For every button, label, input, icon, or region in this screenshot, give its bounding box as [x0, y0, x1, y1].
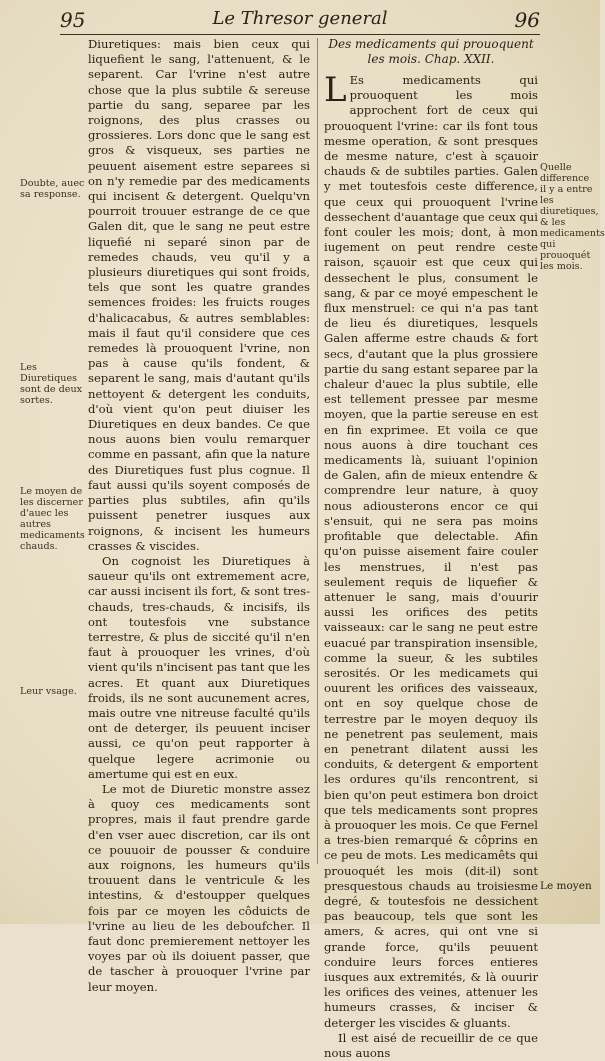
- right-paragraph: Es medicaments qui prouoquent les mois approchent fort de ceux qui prouoquent l'vrine: car ils font tous mesme operation, & sont presques de mesme nature, c'est à sçauoir chauds & de subtiles parties. Galen y met toutesfois ceste difference, que ceux qui prouoquent l'vrine dessechent d'auantage que ceux qui font couler les mois; dont, à mon iugement on peut rendre ceste raison, sçauoir est que ceux qui dessechent le plus, consument le sang, & par ce moyé empeschent le flux menstruel: ce qui n'a pas tant de lieu és diuretiques, lesquels Galen afferme estre chauds & fort secs, d'autant que la plus grossiere partie du sang estant separee par la chaleur d'auec la plus subtile, elle est tellement pressee par mesme moyen, que la partie sereuse en est en fin exprimee. Et voila ce que nous auons à dire touchant ces medicaments là, suiuant l'opinion de Galen, afin de mieux entendre & comprendre leur nature, à quoy nous adiousterons encor ce qui s'ensuit, qui ne sera pas moins profitable que delectable. Afin qu'on puisse aisement faire couler les menstrues, il n'est pas seulement requis de liquefier & attenuer le sang, mais d'ouurir aussi les orifices des petits vaisseaux: car le sang ne peut estre euacué par transpiration insensible, comme la sueur, & les subtiles serosités. Or les medicamets qui ouurent les orifices des vaisseaux, ont en soy quelque chose de terrestre par le moyen dequoy ils ne penetrent pas seulement, mais en penetrant dilatent aussi les conduits, & detergent & emportent les ordures qu'ils rencontrent, si bien qu'on peut estimera bon droict que tels medicaments sont propres à prouoquer les mois. Ce que Fernel a tres-bien remarqué & côprins en ce peu de mots. Les medicamêts qui prouoquét les mois (dit-il) sont presquestous chauds au troisiesme degré, & toutesfois ne dessichent pas beaucoup, tels que sont les amers, & acres, qui ont vne si grande force, qu'ils peuuent conduire leurs forces entieres iusques aux extremités, & là ouurir les orifices des veines, attenuer les humeurs crasses, & inciser & deterger les viscides & gluants.: [324, 73, 538, 1030]
- left-column: [88, 37, 310, 995]
- margin-note-left: Leur vsage.: [20, 686, 77, 697]
- left-paragraph: Le mot de Diuretic monstre assez à quoy ces medicaments sont propres, mais il faut prendre garde d'en vser auec discretion, car ils ont ce pouuoir de pousser & conduire aux roignons, les humeurs qu'ils trouuent dans le ventricule & les intestins, & d'estoupper quelques fois par ce moyen les côduicts de l'vrine au lieu de les deboufcher. Il faut donc premierement nettoyer les voyes par où ils doiuent passer, que de tascher à prouoquer l'vrine par leur moyen.: [88, 781, 310, 994]
- right-column: [324, 37, 538, 1061]
- chapter-heading: Des medicaments qui prouoquent les mois. Chap. XXII.: [328, 37, 534, 66]
- margin-note-left: Les Diuretiques sont de deux sortes.: [20, 362, 83, 406]
- column-divider: [317, 38, 318, 864]
- folio-left: 95: [60, 8, 86, 32]
- running-title: Le Thresor general: [212, 8, 388, 29]
- catchword: Le moyen: [540, 880, 592, 892]
- left-paragraph: On cognoist les Diuretiques à saueur qu'ils ont extremement acre, car aussi incisent ils fort, & sont tres-chauds, tres-chauds, & incisifs, ils ont toutesfois vne substance terrestre, & plus de siccité qu'il n'en faut à prouoquer les vrines, d'où vient qu'ils n'incisent pas tant que les acres. Et quant aux Diuretiques froids, ils ne sont aucunement acres, mais outre vne nitreuse faculté qu'ils ont de deterger, ils peuuent inciser aussi, ce qu'on peut rapporter à quelque legere acrimonie ou amertume qui est en eux.: [88, 553, 311, 781]
- left-paragraph: Diuretiques: mais bien ceux qui liquefient le sang, l'attenuent, & le separent. Car l'vrine n'est autre chose que la plus subtile & sereuse partie du sang, separee par les roignons, des plus crasses ou grossieres. Lors donc que le sang est gros & visqueux, ses parties ne peuuent aisement estre separees si on n'y remedie par des medicaments qui incisent & detergent. Quelqu'vn pourroit trouuer estrange de ce que Galen dit, que le sang ne peut estre liquefié ni separé sinon par de remedes chauds, veu qu'il y a plusieurs diuretiques qui sont froids, tels que sont les quatre grandes semences froides: les fruicts rouges d'halicacabus, & autres semblables: mais il faut qu'il considere que ces remedes là prouoquent l'vrine, non pas à cause qu'ils fondent, & separent le sang, mais d'autant qu'ils nettoyent & detergent les conduits, d'où vient qu'on peut diuiser les Diuretiques en deux bandes. Ce que nous auons bien voulu remarquer comme en passant, afin que la nature des Diuretiques fust plus cognue. Il faut aussi qu'ils soyent composés de parties plus subtiles, afin qu'ils puissent penetrer iusques aux roignons, & incisent les humeurs crasses & viscides.: [88, 37, 310, 553]
- right-paragraph: Il est aisé de recueillir de ce que nous auons: [324, 1030, 538, 1060]
- drop-cap: L: [324, 70, 347, 110]
- folio-right: 96: [514, 8, 540, 32]
- page-header: [60, 8, 540, 35]
- margin-note-left: Le moyen de les discerner d'auec les autres medicaments chauds.: [20, 486, 85, 552]
- margin-note-left: Doubte, auec sa response.: [20, 178, 85, 200]
- margin-note-right: Quelle difference il y a entre les diuretiques, & les medicaments qui prouoquét les mois.: [540, 162, 605, 272]
